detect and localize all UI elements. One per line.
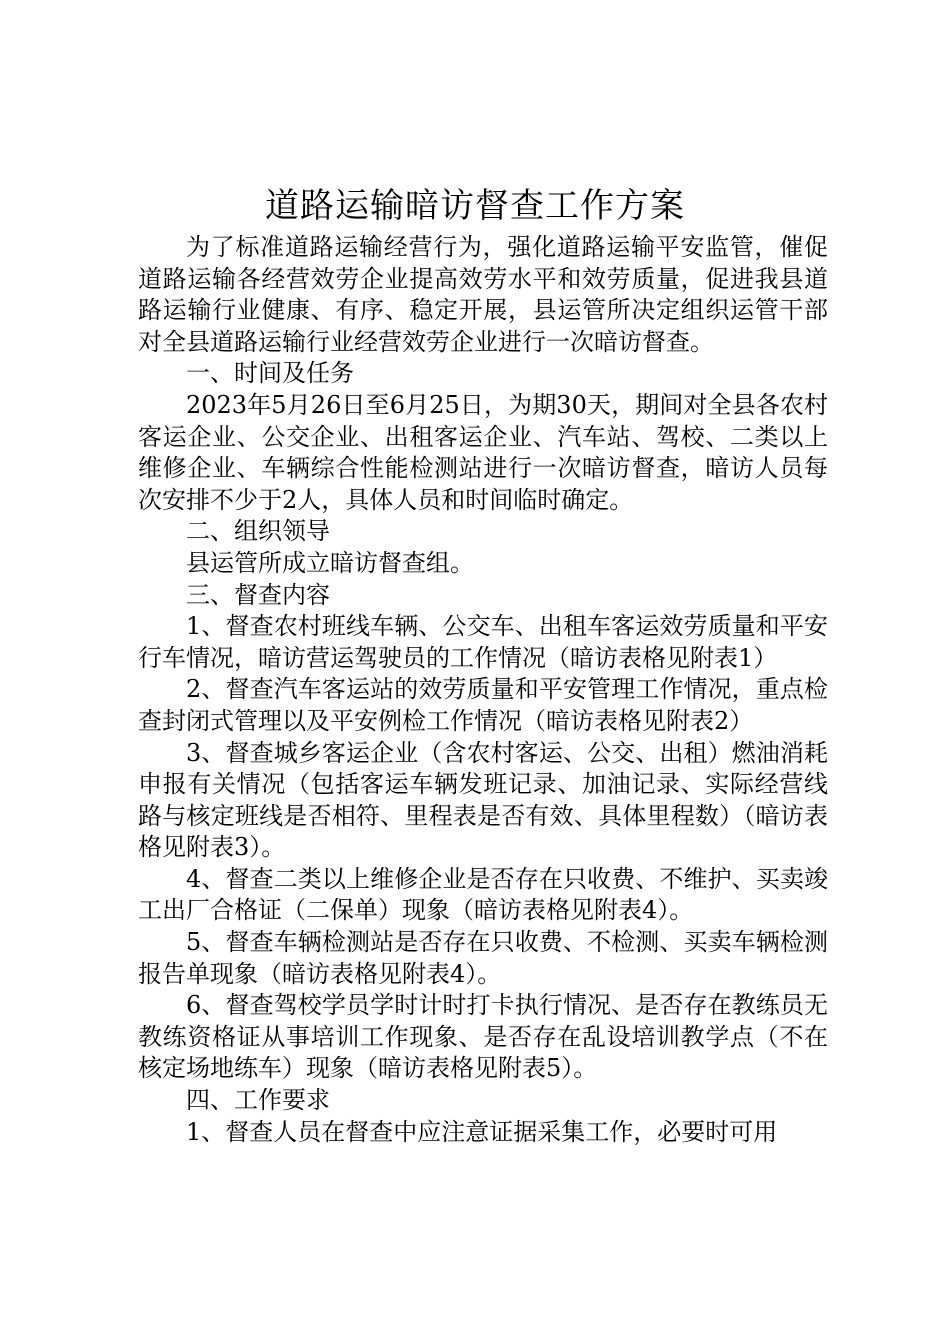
document-title: 道路运输暗访督查工作方案 [265, 186, 685, 226]
section-heading-work-requirements: 四、工作要求 [186, 1086, 330, 1115]
inspection-item-3: 3、督查城乡客运企业（含农村客运、公交、出租）燃油消耗申报有关情况（包括客运车辆发班记录、加油记录、实际经营线路与核定班线是否相符、里程表是否有效、具体里程数）（暗访表格见附表3）。 [138, 738, 828, 862]
section-heading-time-and-task: 一、时间及任务 [186, 359, 354, 388]
intro-paragraph: 为了标准道路运输经营行为，强化道路运输平安监管，催促道路运输各经营效劳企业提高效劳水平和效劳质量，促进我县道路运输行业健康、有序、稳定开展，县运管所决定组织运管干部对全县道路运输行业经营效劳企业进行一次暗访督查。 [138, 233, 828, 356]
requirement-item-1: 1、督查人员在督查中应注意证据采集工作，必要时可用 [186, 1117, 778, 1146]
inspection-item-6: 6、督查驾校学员学时计时打卡执行情况、是否存在教练员无教练资格证从事培训工作现象、是否存在乱设培训教学点（不在核定场地练车）现象（暗访表格见附表5）。 [138, 991, 828, 1083]
section-heading-organization: 二、组织领导 [186, 517, 330, 546]
inspection-item-2: 2、督查汽车客运站的效劳质量和平安管理工作情况，重点检查封闭式管理以及平安例检工作情况（暗访表格见附表2） [138, 675, 828, 735]
section-heading-inspection-content: 三、督查内容 [186, 580, 330, 609]
inspection-item-1: 1、督查农村班线车辆、公交车、出租车客运效劳质量和平安行车情况，暗访营运驾驶员的工作情况（暗访表格见附表1） [138, 612, 828, 672]
inspection-item-4: 4、督查二类以上维修企业是否存在只收费、不维护、买卖竣工出厂合格证（二保单）现象（暗访表格见附表4）。 [138, 864, 828, 925]
inspection-item-5: 5、督查车辆检测站是否存在只收费、不检测、买卖车辆检测报告单现象（暗访表格见附表4）。 [138, 928, 828, 988]
organization-paragraph: 县运管所成立暗访督查组。 [186, 548, 474, 577]
time-task-paragraph: 2023年5月26日至6月25日，为期30天，期间对全县各农村客运企业、公交企业、出租客运企业、汽车站、驾校、二类以上维修企业、车辆综合性能检测站进行一次暗访督查，暗访人员每次安排不少于2人，具体人员和时间临时确定。 [138, 390, 828, 514]
document-body [138, 232, 828, 1148]
